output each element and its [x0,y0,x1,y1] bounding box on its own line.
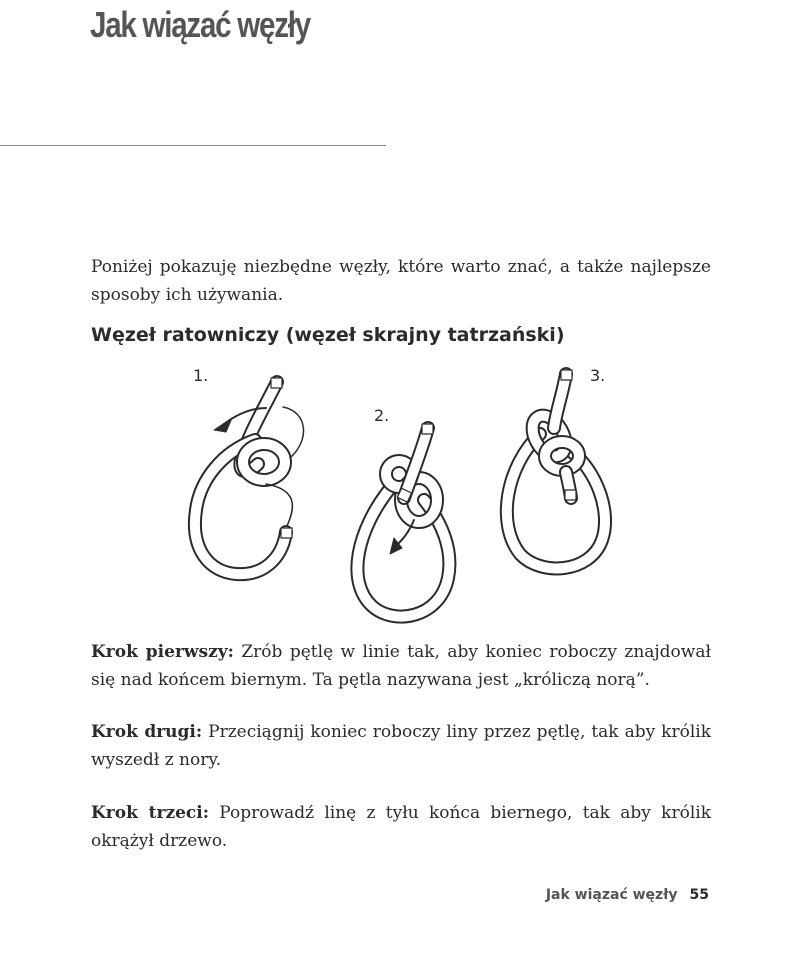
step-3-paragraph [91,799,711,855]
knot-step-1-drawing [195,378,304,574]
page-number: 55 [689,887,709,903]
knot-step-2-drawing [357,424,449,617]
running-title: Jak wiązać węzły [545,887,678,903]
step-1-label: Krok pierwszy: [91,642,234,662]
knot-drawings [0,360,791,630]
figure-label-2: 2. [374,406,390,425]
section-heading: Węzeł ratowniczy (węzeł skrajny tatrzański) [91,324,565,346]
step-2-paragraph [91,718,711,774]
step-3-label: Krok trzeci: [91,803,210,823]
title-rule [0,145,386,146]
page-title: Jak wiązać węzły [90,4,310,45]
step-1-text: Zrób pętlę w linie tak, aby koniec roboczy znajdował się nad końcem biernym. Ta pętla nazywana jest „króliczą norą”. [91,642,711,690]
step-2-text: Przeciągnij koniec roboczy liny przez pętlę, tak aby królik wyszedł z nory. [91,722,712,770]
intro-paragraph: Poniżej pokazuję niezbędne węzły, które warto znać, a także najlepsze sposoby ich używania. [91,257,711,305]
step-2-label: Krok drugi: [91,722,203,742]
figure-label-1: 1. [193,366,209,385]
step-3-text: Poprowadź linę z tyłu końca biernego, tak aby królik okrążył drzewo. [91,803,711,851]
knot-step-3-drawing [507,370,605,568]
figure-label-3: 3. [590,366,606,385]
page-footer [546,887,709,903]
knot-illustration [0,360,791,630]
step-1-paragraph [91,638,711,694]
